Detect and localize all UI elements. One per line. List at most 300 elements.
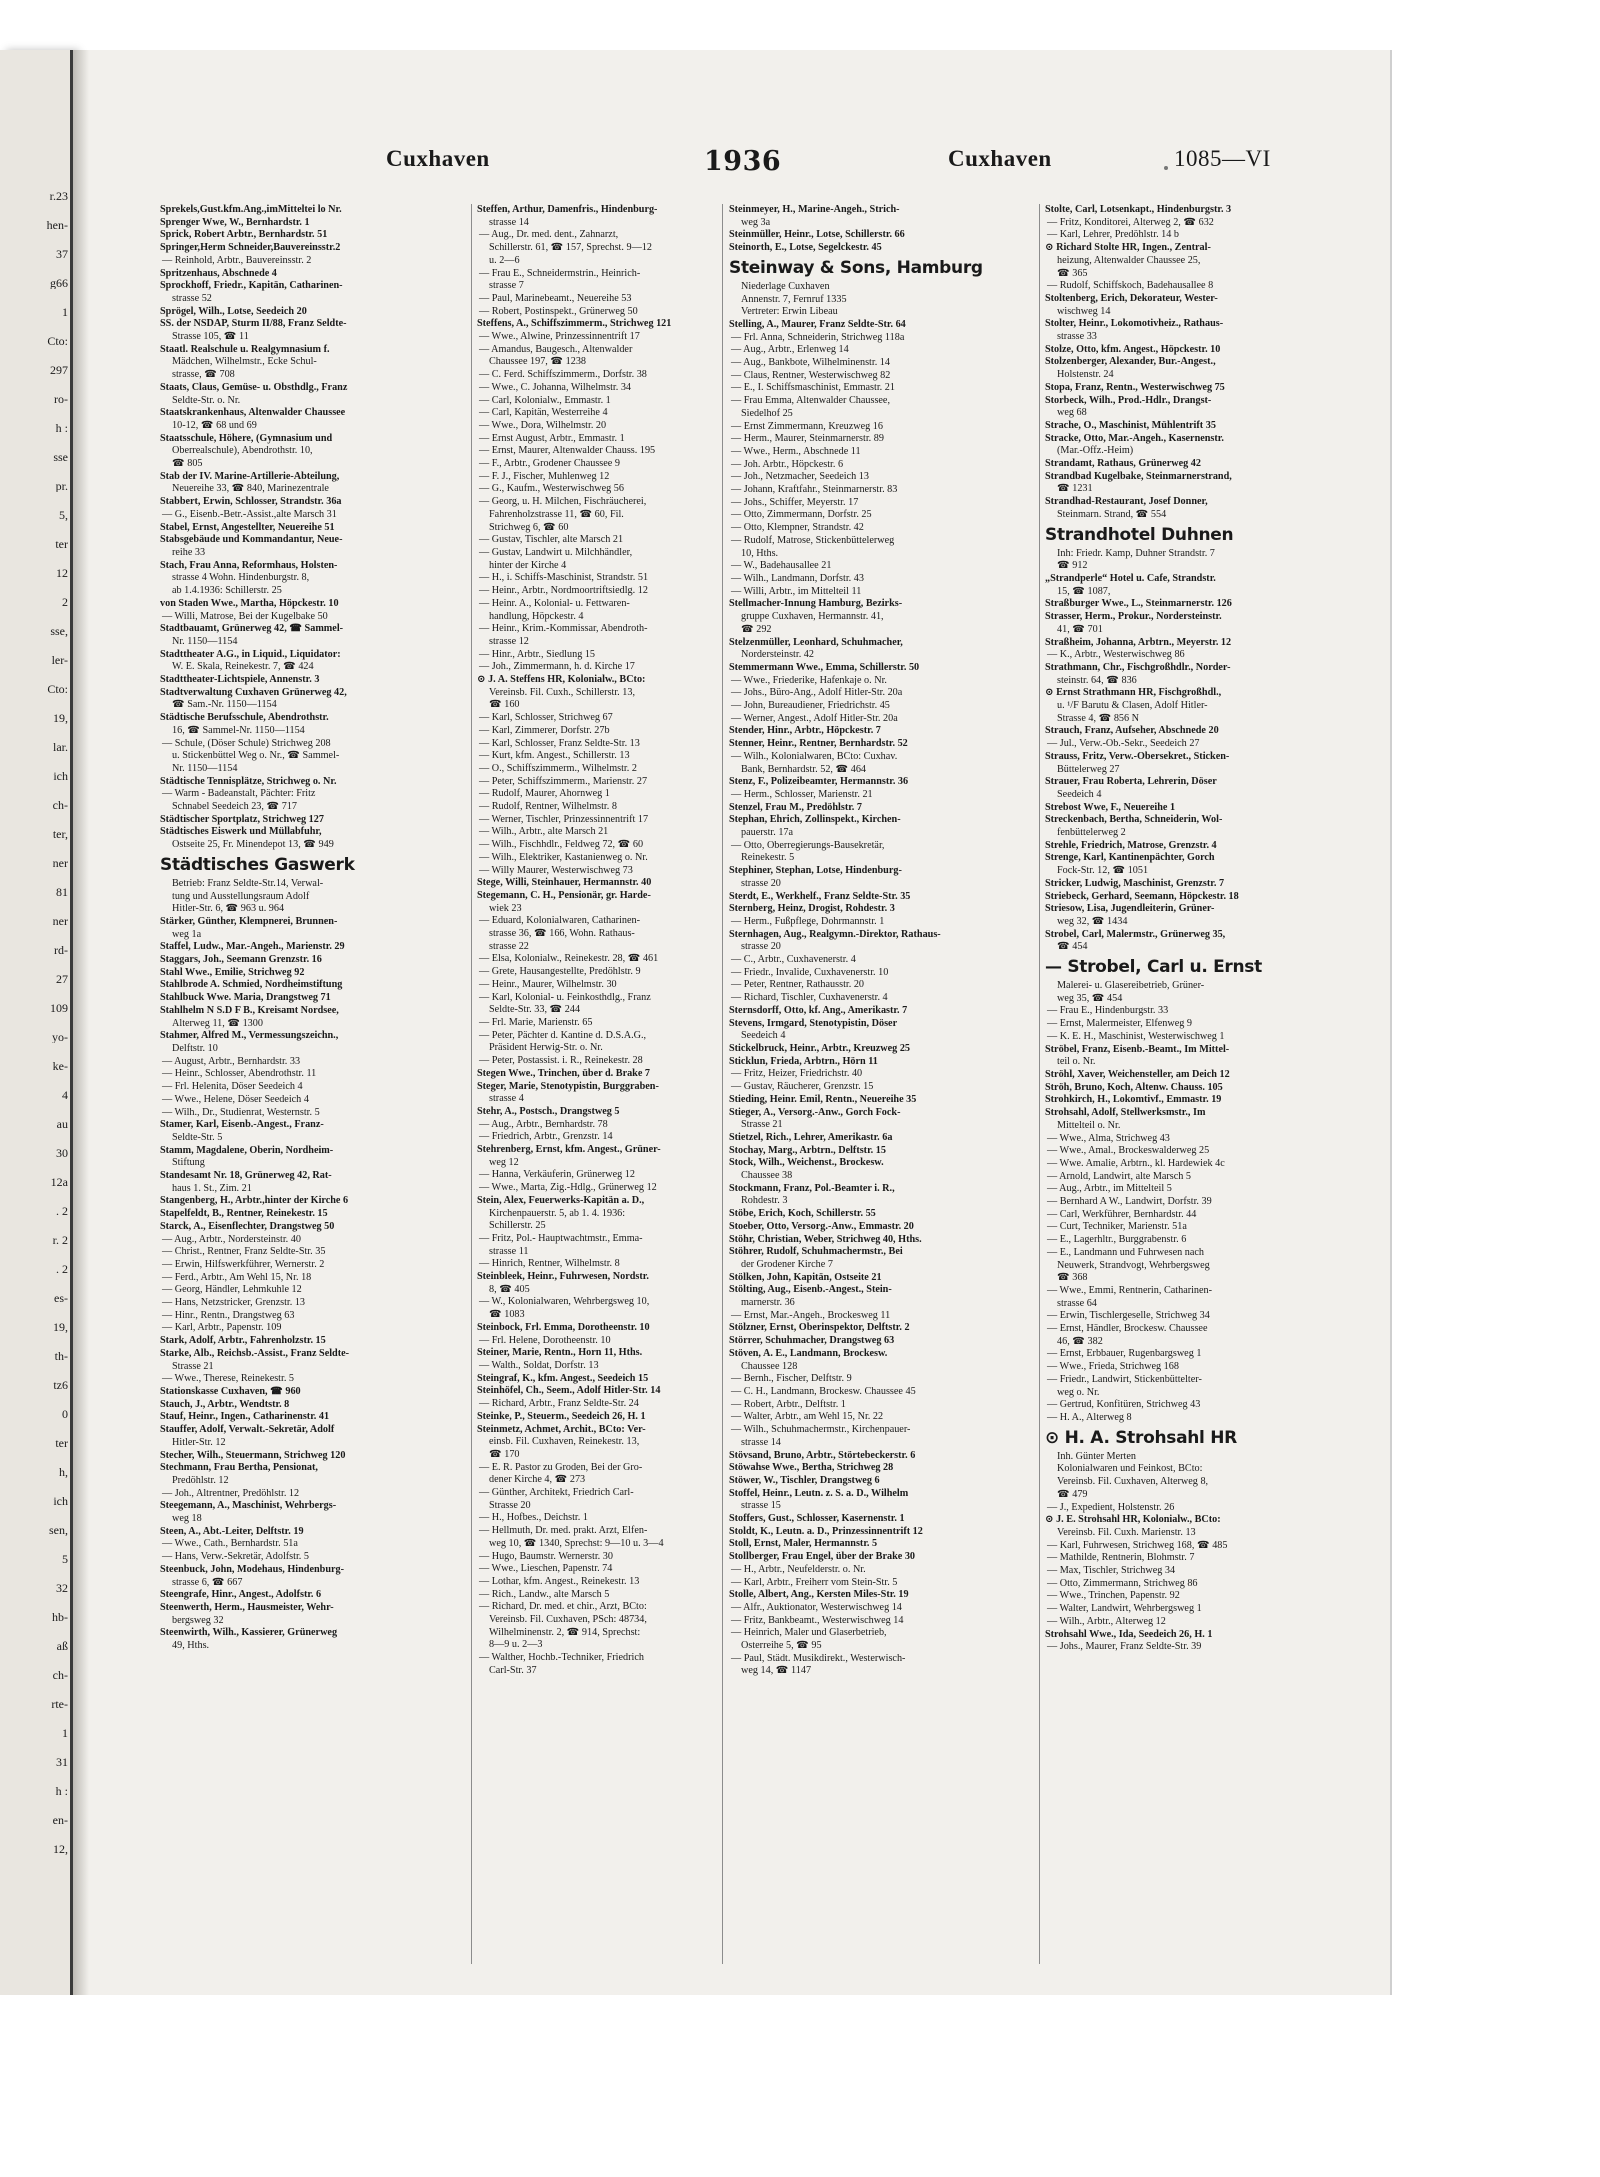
directory-entry: weg 35, ☎ 454: [1057, 992, 1123, 1004]
directory-entry: Städtisches Eiswerk und Müllabfuhr,: [160, 826, 322, 838]
directory-entry: — Rudolf, Maurer, Ahornweg 1: [479, 788, 610, 800]
directory-entry: 8, ☎ 405: [489, 1283, 530, 1295]
directory-entry: Schnabel Seedeich 23, ☎ 717: [172, 801, 298, 813]
directory-entry: Stöven, A. E., Landmann, Brockesw.: [729, 1347, 888, 1359]
directory-entry: — Friedrich, Arbtr., Grenzstr. 14: [479, 1131, 613, 1143]
directory-entry: — Wwe., Alma, Strichweg 43: [1047, 1132, 1170, 1144]
directory-entry: weg 3a: [741, 216, 771, 228]
directory-entry: reihe 33: [172, 546, 206, 558]
previous-page-fragment: 0: [62, 1408, 68, 1420]
directory-column-1: [160, 204, 472, 1974]
directory-entry: — Joh., Zimmermann, h. d. Kirche 17: [479, 661, 635, 673]
directory-entry: Stopa, Franz, Rentn., Westerwischweg 75: [1045, 381, 1225, 393]
directory-entry: — Curt, Techniker, Marienstr. 51a: [1047, 1221, 1187, 1233]
directory-entry: — Aug., Dr. med. dent., Zahnarzt,: [479, 229, 619, 241]
directory-entry: 8—9 u. 2—3: [489, 1639, 543, 1651]
directory-entry: Steiner, Marie, Rentn., Horn 11, Hths.: [477, 1347, 643, 1359]
directory-entry: — J., Expedient, Holstenstr. 26: [1047, 1501, 1175, 1513]
directory-entry: Steegemann, A., Maschinist, Wehrbergs-: [160, 1500, 337, 1512]
directory-entry: Sprockhoff, Friedr., Kapitän, Catharinen-: [160, 280, 343, 292]
directory-entry: — Ernst August, Arbtr., Emmastr. 1: [479, 432, 625, 444]
directory-entry: — Wwe., Helene, Döser Seedeich 4: [162, 1093, 309, 1105]
directory-entry: Niederlage Cuxhaven: [741, 280, 830, 292]
directory-entry: Strichweg 6, ☎ 60: [489, 521, 569, 533]
directory-entry: Strobel, Carl, Malermstr., Grünerweg 35,: [1045, 928, 1226, 940]
directory-entry: strasse 7: [489, 280, 524, 292]
directory-entry: marnerstr. 36: [741, 1297, 795, 1309]
directory-entry: Kolonialwaren und Feinkost, BCto:: [1057, 1463, 1203, 1475]
directory-entry: — Joh., Netzmacher, Seedeich 13: [731, 471, 869, 483]
directory-entry: Steenwerth, Herm., Hausmeister, Wehr-: [160, 1601, 334, 1613]
directory-entry: Chaussee 38: [741, 1170, 793, 1182]
directory-entry: Stahlbuck Wwe. Maria, Drangstweg 71: [160, 992, 331, 1004]
directory-entry: — Peter, Schiffszimmerm., Marienstr. 27: [479, 775, 648, 787]
directory-entry: weg o. Nr.: [1057, 1386, 1100, 1398]
directory-entry: strasse 33: [1057, 331, 1097, 343]
directory-entry: ☎ 805: [172, 458, 203, 470]
directory-entry: — Robert, Postinspekt., Grünerweg 50: [479, 305, 638, 317]
directory-entry: Malerei- u. Glasereibetrieb, Grüner-: [1057, 980, 1205, 992]
previous-page-fragment: Cto:: [47, 335, 68, 347]
previous-page-fragment: ro-: [54, 393, 68, 405]
previous-page-fragment: 12a: [50, 1176, 68, 1188]
directory-entry: Schillerstr. 61, ☎ 157, Sprechst. 9—12: [489, 242, 652, 254]
directory-entry: — K., Arbtr., Westerwischweg 86: [1047, 649, 1185, 661]
directory-entry: Präsident Herwig-Str. o. Nr.: [489, 1042, 603, 1054]
directory-entry: Stoffel, Heinr., Leutn. z. S. a. D., Wilhelm: [729, 1487, 909, 1499]
directory-entry: — Robert, Arbtr., Delftstr. 1: [731, 1398, 846, 1410]
directory-entry: 10-12, ☎ 68 und 69: [172, 419, 257, 431]
scan-speck: [1164, 166, 1168, 170]
directory-entry: — Grete, Hausangestellte, Predöhlstr. 9: [479, 966, 641, 978]
directory-entry: Stöbe, Erich, Koch, Schillerstr. 55: [729, 1208, 876, 1220]
directory-entry: — Erwin, Hilfswerkführer, Wernerstr. 2: [162, 1258, 325, 1270]
directory-entry: „Strandperle“ Hotel u. Cafe, Strandstr.: [1045, 572, 1216, 584]
previous-page-fragment: ich: [53, 1495, 68, 1507]
directory-column-3: [729, 204, 1041, 1974]
directory-entry: weg 12: [489, 1156, 519, 1168]
directory-entry: Stauch, J., Arbtr., Wendtstr. 8: [160, 1398, 290, 1410]
directory-entry: Stockmann, Franz, Pol.-Beamter i. R.,: [729, 1182, 895, 1194]
directory-entry: Steenwirth, Wilh., Kassierer, Grünerweg: [160, 1627, 338, 1639]
previous-page-fragment: rd-: [54, 944, 68, 956]
previous-page-fragment: hen-: [46, 219, 68, 231]
directory-entry: — Paul, Marinebeamt., Neuereihe 53: [479, 292, 632, 304]
directory-entry: Wilhelminenstr. 2, ☎ 914, Sprechst:: [489, 1626, 641, 1638]
directory-entry: — Friedr., Invalide, Cuxhavenerstr. 10: [731, 966, 889, 978]
directory-entry: ☎ 454: [1057, 941, 1088, 953]
directory-entry: — Herm., Maurer, Steinmarnerstr. 89: [731, 433, 884, 445]
previous-page-fragment: 1: [62, 1727, 68, 1739]
directory-entry: — Wwe., Friederike, Hafenkaje o. Nr.: [731, 674, 887, 686]
directory-entry: Stabsgebäude und Kommandantur, Neue-: [160, 534, 343, 546]
directory-entry: Stolle, Albert, Ang., Kersten Miles-Str. 19: [729, 1589, 909, 1601]
directory-entry: — K. E. H., Maschinist, Westerwischweg 1: [1047, 1030, 1225, 1042]
directory-entry: Betrieb: Franz Seldte-Str.14, Verwal-: [172, 877, 324, 889]
previous-page-fragment: 12: [56, 567, 68, 579]
directory-entry: strasse 22: [489, 940, 529, 952]
header-city-left: Cuxhaven: [386, 146, 490, 171]
directory-entry: — Frl. Helenita, Döser Seedeich 4: [162, 1081, 303, 1093]
directory-entry: — Otto, Zimmermann, Dorfstr. 25: [731, 509, 872, 521]
directory-entry: Stövsand, Bruno, Arbtr., Störtebeckerstr. 6: [729, 1449, 916, 1461]
directory-entry: Stricker, Ludwig, Maschinist, Grenzstr. 7: [1045, 877, 1225, 889]
directory-entry: — Otto, Oberregierungs-Bausekretär,: [731, 839, 885, 851]
directory-entry: weg 1a: [172, 928, 202, 940]
directory-entry: Staats, Claus, Gemüse- u. Obsthdlg., Franz: [160, 381, 348, 393]
directory-entry: Städtische Berufsschule, Abendrothstr.: [160, 712, 329, 724]
directory-entry: Nr. 1150—1154: [172, 635, 238, 647]
directory-entry: — Frau Emma, Altenwalder Chaussee,: [731, 395, 890, 407]
directory-entry: Steinmarn. Strand, ☎ 554: [1057, 508, 1167, 520]
directory-entry: Straßburger Wwe., L., Steinmarnerstr. 126: [1045, 598, 1232, 610]
directory-entry: Stietzel, Rich., Lehrer, Amerikastr. 6a: [729, 1131, 893, 1143]
directory-entry: Nordersteinstr. 42: [741, 649, 814, 661]
directory-entry: Strebost Wwe, F., Neuereihe 1: [1045, 801, 1176, 813]
directory-entry: — Fritz, Konditorei, Alterweg 2, ☎ 632: [1047, 216, 1214, 228]
directory-entry: — Gertrud, Konfitüren, Strichweg 43: [1047, 1399, 1201, 1411]
directory-entry: ☎ 368: [1057, 1272, 1088, 1284]
previous-page-fragment: lar.: [53, 741, 68, 753]
directory-entry: Bank, Bernhardstr. 52, ☎ 464: [741, 763, 867, 775]
directory-entry: 41, ☎ 701: [1057, 623, 1103, 635]
directory-entry: Stauf, Heinr., Ingen., Catharinenstr. 41: [160, 1411, 330, 1423]
directory-entry: 16, ☎ Sammel-Nr. 1150—1154: [172, 724, 305, 736]
directory-entry: Stahlbrode A. Schmied, Nordheimstiftung: [160, 979, 343, 991]
directory-entry: Stark, Adolf, Arbtr., Fahrenholzstr. 15: [160, 1335, 326, 1347]
directory-entry: Inh. Günter Merten: [1057, 1450, 1136, 1462]
directory-entry: Stiftung: [172, 1157, 205, 1169]
previous-page-edge: [0, 50, 73, 1995]
directory-entry: u. 2—6: [489, 254, 520, 266]
directory-entry: Stab der IV. Marine-Artillerie-Abteilung,: [160, 470, 340, 482]
directory-entry: Strasse 4, ☎ 856 N: [1057, 712, 1140, 724]
directory-entry: Seedeich 4: [1057, 788, 1102, 800]
directory-entry: Chaussee 197, ☎ 1238: [489, 356, 587, 368]
directory-entry: — Friedr., Landwirt, Stickenbüttelter-: [1047, 1373, 1202, 1385]
directory-entry: — Wwe., Emmi, Rentnerin, Catharinen-: [1047, 1284, 1213, 1296]
directory-entry: — Ernst, Maurer, Altenwalder Chauss. 195: [479, 445, 656, 457]
directory-entry: — H., Arbtr., Neufelderstr. o. Nr.: [731, 1563, 866, 1575]
directory-entry: Stehrenberg, Ernst, kfm. Angest., Grüner-: [477, 1144, 661, 1156]
header-city-right: Cuxhaven: [948, 146, 1052, 171]
directory-entry: Stabbert, Erwin, Schlosser, Strandstr. 36a: [160, 496, 342, 508]
directory-entry: — Wilh., Landmann, Dorfstr. 43: [731, 572, 864, 584]
directory-entry: — Wilh., Elektriker, Kastanienweg o. Nr.: [479, 851, 648, 863]
directory-entry: — Johs., Büro-Ang., Adolf Hitler-Str. 20a: [731, 687, 903, 699]
column-rule-1: [471, 204, 472, 1964]
directory-entry: — F., Arbtr., Grodener Chaussee 9: [479, 458, 620, 470]
directory-entry: — Ernst, Mar.-Angeh., Brockesweg 11: [731, 1309, 891, 1321]
directory-entry: — E., Lagerhltr., Burggrabenstr. 6: [1047, 1234, 1187, 1246]
directory-entry: Steinmeyer, H., Marine-Angeh., Strich-: [729, 204, 900, 215]
previous-page-fragment: r. 2: [52, 1234, 68, 1246]
directory-entry: — Johann, Kraftfahr., Steinmarnerstr. 83: [731, 484, 898, 496]
directory-entry: Stender, Hinr., Arbtr., Höpckestr. 7: [729, 725, 881, 737]
directory-entry: Sternsdorff, Otto, kf. Ang., Amerikastr. 7: [729, 1004, 908, 1016]
directory-entry: Staffel, Ludw., Mar.-Angeh., Marienstr. 29: [160, 941, 345, 953]
directory-entry: Stecher, Wilh., Steuermann, Strichweg 120: [160, 1449, 346, 1461]
directory-entry: — F. J., Fischer, Muhlenweg 12: [479, 470, 610, 482]
directory-entry: fenbüttelerweg 2: [1057, 827, 1126, 839]
directory-entry: — Herm., Schlosser, Marienstr. 21: [731, 788, 873, 800]
directory-entry: strasse 14: [489, 216, 529, 228]
column-rule-2: [722, 204, 723, 1964]
directory-entry: heizung, Altenwalder Chaussee 25,: [1057, 254, 1201, 266]
directory-entry: Stegemann, C. H., Pensionär, gr. Harde-: [477, 889, 651, 901]
directory-entry: Strandamt, Rathaus, Grünerweg 42: [1045, 458, 1201, 470]
directory-entry: Neuwerk, Strandvogt, Wehrbergsweg: [1057, 1259, 1210, 1271]
directory-entry: — Paul, Städt. Musikdirekt., Westerwisch-: [731, 1652, 906, 1664]
directory-entry: ☎ 1231: [1057, 483, 1093, 495]
directory-entry: — Richard, Dr. med. et chir., Arzt, BCto:: [479, 1601, 647, 1613]
directory-entry: — Richard, Tischler, Cuxhavenerstr. 4: [731, 992, 888, 1004]
directory-entry: strasse 64: [1057, 1297, 1097, 1309]
previous-page-fragment: 32: [56, 1582, 68, 1594]
directory-entry: Starke, Alb., Reichsb.-Assist., Franz Seldte-: [160, 1347, 350, 1359]
directory-entry: Stoltenberg, Erich, Dekorateur, Wester-: [1045, 292, 1218, 304]
directory-entry: — Ferd., Arbtr., Am Wehl 15, Nr. 18: [162, 1271, 312, 1283]
directory-entry: ☎ 912: [1057, 560, 1088, 572]
directory-entry: 46, ☎ 382: [1057, 1335, 1103, 1347]
directory-entry: Sprögel, Wilh., Lotse, Seedeich 20: [160, 305, 307, 317]
directory-entry: Stabel, Ernst, Angestellter, Neuereihe 51: [160, 521, 335, 533]
directory-entry: — Kurt, kfm. Angest., Schillerstr. 13: [479, 750, 630, 762]
directory-entry: — Warm - Badeanstalt, Pächter: Fritz: [162, 788, 316, 800]
directory-entry: Spritzenhaus, Abschnede 4: [160, 267, 277, 279]
directory-entry: Stickelbruck, Heinr., Arbtr., Kreuzweg 25: [729, 1043, 911, 1054]
directory-entry: — Bernhard A W., Landwirt, Dorfstr. 39: [1047, 1196, 1212, 1208]
header-page-number: 1085—VI: [1174, 146, 1271, 171]
directory-entry: Striebeck, Gerhard, Seemann, Höpckestr. 18: [1045, 890, 1239, 902]
directory-entry: — Bernh., Fischer, Delftstr. 9: [731, 1373, 852, 1385]
directory-entry: Annenstr. 7, Fernruf 1335: [741, 293, 847, 305]
directory-entry: weg 18: [172, 1513, 202, 1525]
directory-entry: dener Kirche 4, ☎ 273: [489, 1474, 586, 1486]
previous-page-fragment: ter: [55, 1437, 68, 1449]
directory-entry: der Grodener Kirche 7: [741, 1258, 833, 1270]
directory-entry: — C. Ferd. Schiffszimmerm., Dorfstr. 38: [479, 369, 647, 381]
directory-entry: Strandhad-Restaurant, Josef Donner,: [1045, 496, 1208, 508]
previous-page-fragment: sse,: [50, 625, 68, 637]
column-rule-3: [1039, 204, 1040, 1964]
directory-entry: strasse 20: [741, 877, 781, 889]
directory-entry: — Fritz, Pol.- Hauptwachtmstr., Emma-: [479, 1232, 643, 1244]
directory-entry: Stadtbauamt, Grünerweg 42, ☎ Sammel-: [160, 623, 344, 635]
directory-entry: — Frl. Helene, Dorotheenstr. 10: [479, 1334, 611, 1346]
previous-page-fragment: 30: [56, 1147, 68, 1159]
directory-entry: strasse 52: [172, 292, 212, 304]
directory-entry: — W., Kolonialwaren, Wehrbergsweg 10,: [479, 1296, 650, 1308]
directory-entry: — Heinr., Schlosser, Abendrothstr. 11: [162, 1068, 317, 1080]
directory-entry: Stenz, F., Polizeibeamter, Hermannstr. 36: [729, 776, 909, 788]
directory-entry: — H., Hofbes., Deichstr. 1: [479, 1512, 588, 1524]
directory-entry: — Ernst, Händler, Brockesw. Chaussee: [1047, 1323, 1208, 1335]
directory-entry: — Karl, Kolonial- u. Feinkosthdlg., Franz: [479, 991, 651, 1003]
previous-page-fragment: sen,: [49, 1524, 68, 1536]
directory-entry: — Walth., Soldat, Dorfstr. 13: [479, 1359, 599, 1371]
previous-page-fragment: ner: [52, 857, 68, 869]
previous-page-fragment: ner: [52, 915, 68, 927]
directory-entry: Steinbock, Frl. Emma, Dorotheenstr. 10: [477, 1321, 650, 1333]
directory-entry: SS. der NSDAP, Sturm II/88, Franz Seldte-: [160, 318, 347, 330]
directory-entry: Strathmann, Chr., Fischgroßhdlr., Norder-: [1045, 661, 1231, 673]
previous-page-fragment: aß: [56, 1640, 68, 1652]
top-margin: [0, 0, 1600, 50]
directory-entry: Starck, A., Eisenflechter, Drangstweg 50: [160, 1220, 335, 1232]
directory-entry: Vereinsb. Fil. Cuxh., Schillerstr. 13,: [489, 686, 636, 698]
directory-entry: — Joh. Arbtr., Höpckestr. 6: [731, 458, 844, 470]
directory-entry: — Reinhold, Arbtr., Bauvereinsstr. 2: [162, 254, 312, 266]
directory-entry: — Aug., Arbtr., im Mittelteil 5: [1047, 1183, 1172, 1195]
directory-entry: Stochay, Marg., Arbtrn., Delftstr. 15: [729, 1144, 886, 1156]
directory-entry: — Elsa, Kolonialw., Reinekestr. 28, ☎ 461: [479, 953, 659, 965]
directory-entry: Fock-Str. 12, ☎ 1051: [1057, 865, 1149, 877]
directory-entry: — Hinrich, Rentner, Wilhelmstr. 8: [479, 1258, 620, 1270]
directory-entry: — Wilh., Schuhmachermstr., Kirchenpauer-: [731, 1424, 911, 1436]
directory-entry: — Walter, Arbtr., am Wehl 15, Nr. 22: [731, 1411, 884, 1423]
directory-entry: Stellmacher-Innung Hamburg, Bezirks-: [729, 598, 903, 610]
directory-entry: — Willy Maurer, Westerwischweg 73: [479, 864, 633, 876]
directory-entry: Hitler-Str. 6, ☎ 963 u. 964: [172, 903, 285, 915]
directory-entry: — Ernst, Malermeister, Elfenweg 9: [1047, 1018, 1193, 1030]
directory-entry: Stöhrer, Rudolf, Schuhmachermstr., Bei: [729, 1246, 903, 1258]
directory-entry: Stölting, Aug., Eisenb.-Angest., Stein-: [729, 1284, 892, 1296]
directory-entry: Stamm, Magdalene, Oberin, Nordheim-: [160, 1144, 334, 1156]
directory-entry: — Arnold, Landwirt, alte Marsch 5: [1047, 1170, 1192, 1182]
directory-entry: — Wwe., Dora, Wilhelmstr. 20: [479, 419, 607, 431]
directory-entry: Kirchenpauerstr. 5, ab 1. 4. 1936:: [489, 1207, 626, 1219]
directory-entry: Strohsahl, Adolf, Stellwerksmstr., Im: [1045, 1107, 1206, 1119]
directory-entry: Stein, Alex, Feuerwerks-Kapitän a. D.,: [477, 1194, 645, 1206]
directory-entry: Standesamt Nr. 18, Grünerweg 42, Rat-: [160, 1170, 332, 1182]
directory-entry: — Gustav, Landwirt u. Milchhändler,: [479, 546, 633, 558]
directory-entry: — H. A., Alterweg 8: [1047, 1411, 1132, 1423]
directory-entry: — Carl, Kapitän, Westerreihe 4: [479, 407, 608, 419]
directory-entry: weg 10, ☎ 1340, Sprechst: 9—10 u. 3—4: [489, 1537, 664, 1549]
directory-entry: — Peter, Pächter d. Kantine d. D.S.A.G.,: [479, 1029, 647, 1041]
directory-entry: — Wilh., Arbtr., Alterweg 12: [1047, 1615, 1166, 1627]
directory-entry: Springer,Herm Schneider,Bauvereinsstr.2: [160, 242, 341, 254]
directory-entry: weg 32, ☎ 1434: [1057, 915, 1128, 927]
directory-entry: Stölken, John, Kapitän, Ostseite 21: [729, 1271, 882, 1283]
previous-page-fragment: 4: [62, 1089, 68, 1101]
directory-entry: Strohkirch, H., Lokomtivf., Emmastr. 19: [1045, 1094, 1222, 1106]
directory-entry: — Johs., Maurer, Franz Seldte-Str. 39: [1047, 1641, 1202, 1653]
directory-entry: ⊙ Ernst Strathmann HR, Fischgroßhdl.,: [1045, 687, 1222, 699]
previous-page-fragment: . 2: [56, 1205, 68, 1217]
directory-entry: Stahmer, Alfred M., Vermessungszeichn.,: [160, 1030, 339, 1042]
directory-entry: — Herm., Fußpflege, Dohrmannstr. 1: [731, 915, 885, 927]
directory-entry: Neuereihe 33, ☎ 840, Marinezentrale: [172, 483, 329, 495]
directory-entry: Alterweg 11, ☎ 1300: [172, 1017, 263, 1029]
directory-entry: Stahl Wwe., Emilie, Strichweg 92: [160, 966, 305, 978]
directory-entry: Sprenger Wwe, W., Bernhardstr. 1: [160, 216, 310, 228]
directory-entry: — W., Badehausallee 21: [731, 560, 832, 572]
directory-entry: ☎ Sam.-Nr. 1150—1154: [172, 699, 277, 711]
previous-page-fragment: h :: [55, 1785, 68, 1797]
directory-entry: Büttelerweg 27: [1057, 763, 1120, 775]
previous-page-fragment: 31: [56, 1756, 68, 1768]
directory-entry: Stracke, Otto, Mar.-Angeh., Kasernenstr.: [1045, 432, 1224, 444]
previous-page-fragment: Cto:: [47, 683, 68, 695]
directory-entry: Seedeich 4: [741, 1030, 786, 1042]
previous-page-fragment: g66: [50, 277, 68, 289]
directory-entry: Strehle, Friedrich, Matrose, Grenzstr. 4: [1045, 839, 1217, 851]
directory-entry: bergsweg 32: [172, 1614, 224, 1626]
directory-entry: — Christ., Rentner, Franz Seldte-Str. 35: [162, 1246, 326, 1258]
previous-page-fragment: sse: [53, 451, 68, 463]
directory-entry: Rohdestr. 3: [741, 1195, 788, 1207]
directory-entry: Stelzenmüller, Leonhard, Schuhmacher,: [729, 636, 903, 648]
directory-entry: Strohsahl Wwe., Ida, Seedeich 26, H. 1: [1045, 1628, 1213, 1640]
directory-entry: — Hinr., Arbtr., Siedlung 15: [479, 648, 596, 660]
directory-entry: — Wilh., Arbtr., alte Marsch 21: [479, 826, 609, 838]
bottom-margin: [0, 1995, 1600, 2177]
directory-entry: Mittelteil o. Nr.: [1057, 1119, 1121, 1131]
previous-page-fragment: th-: [54, 1350, 68, 1362]
directory-entry: strasse 14: [741, 1436, 781, 1448]
previous-page-fragment: 19,: [53, 712, 68, 724]
directory-entry: Strasse 20: [489, 1499, 531, 1511]
directory-entry: — Gustav, Räucherer, Grenzstr. 15: [731, 1081, 874, 1093]
directory-entry: — Wwe., C. Johanna, Wilhelmstr. 34: [479, 381, 632, 393]
directory-entry: ☎ 1083: [489, 1309, 525, 1321]
directory-entry: strasse 20: [741, 941, 781, 953]
directory-entry: — Wwe., Marta, Zig.-Hdlg., Grünerweg 12: [479, 1182, 657, 1194]
directory-entry: strasse 4: [489, 1093, 524, 1105]
directory-entry: — Wilh., Dr., Studienrat, Westernstr. 5: [162, 1106, 320, 1118]
directory-entry: steinstr. 64, ☎ 836: [1057, 674, 1137, 686]
directory-entry: ☎ 479: [1057, 1488, 1088, 1500]
directory-entry: ☎ 365: [1057, 267, 1088, 279]
directory-entry: Stolzenberger, Alexander, Bur.-Angest.,: [1045, 356, 1216, 368]
directory-heading: — Strobel, Carl u. Ernst: [1045, 957, 1262, 978]
directory-entry: Steen, A., Abt.-Leiter, Delftstr. 19: [160, 1525, 304, 1537]
previous-page-fragment: h :: [55, 422, 68, 434]
previous-page-fragment: en-: [52, 1814, 68, 1826]
directory-entry: — Werner, Angest., Adolf Hitler-Str. 20a: [731, 712, 898, 724]
directory-entry: Steingraf, K., kfm. Angest., Seedeich 15: [477, 1372, 649, 1384]
directory-entry: Fahrenholzstrasse 11, ☎ 60, Fil.: [489, 508, 624, 520]
directory-entry: handlung, Höpckestr. 4: [489, 610, 584, 622]
directory-entry: Ostseite 25, Fr. Minendepot 13, ☎ 949: [172, 839, 334, 851]
directory-entry: (Mar.-Offz.-Heim): [1057, 445, 1134, 457]
directory-entry: Strauer, Frau Roberta, Lehrerin, Döser: [1045, 776, 1217, 788]
directory-entry: Stenzel, Frau M., Predöhlstr. 7: [729, 801, 862, 813]
directory-entry: Stahlhelm N S.D F B., Kreisamt Nordsee,: [160, 1004, 339, 1016]
directory-entry: wischweg 14: [1057, 305, 1111, 317]
directory-entry: — H., i. Schiffs-Maschinist, Strandstr. 51: [479, 572, 649, 584]
directory-entry: Osterreihe 5, ☎ 95: [741, 1640, 822, 1652]
directory-entry: Streckenbach, Bertha, Schneiderin, Wol-: [1045, 814, 1223, 826]
previous-page-fragment: h,: [59, 1466, 68, 1478]
directory-entry: — Aug., Arbtr., Bernhardstr. 78: [479, 1118, 608, 1130]
directory-entry: Stamer, Karl, Eisenb.-Angest., Franz-: [160, 1119, 324, 1131]
directory-entry: — Ernst, Erbbauer, Rugenbargsweg 1: [1047, 1348, 1202, 1360]
previous-page-fragment: au: [56, 1118, 68, 1130]
previous-page-fragment: . 2: [56, 1263, 68, 1275]
directory-entry: Steffen, Arthur, Damenfris., Hindenburg-: [477, 204, 658, 215]
directory-entry: — Rudolf, Rentner, Wilhelmstr. 8: [479, 801, 617, 813]
directory-entry: — Max, Tischler, Strichweg 34: [1047, 1565, 1176, 1577]
directory-entry: Sprick, Robert Arbtr., Bernhardstr. 51: [160, 229, 328, 241]
directory-entry: — Werner, Tischler, Prinzessinnentrift 17: [479, 813, 649, 825]
directory-entry: — Heinr., Maurer, Wilhelmstr. 30: [479, 978, 617, 990]
directory-entry: — Aug., Arbtr., Erlenweg 14: [731, 344, 849, 356]
directory-entry: — Karl, Fuhrwesen, Strichweg 168, ☎ 485: [1047, 1539, 1228, 1551]
directory-entry: tung und Ausstellungsraum Adolf: [172, 890, 310, 902]
